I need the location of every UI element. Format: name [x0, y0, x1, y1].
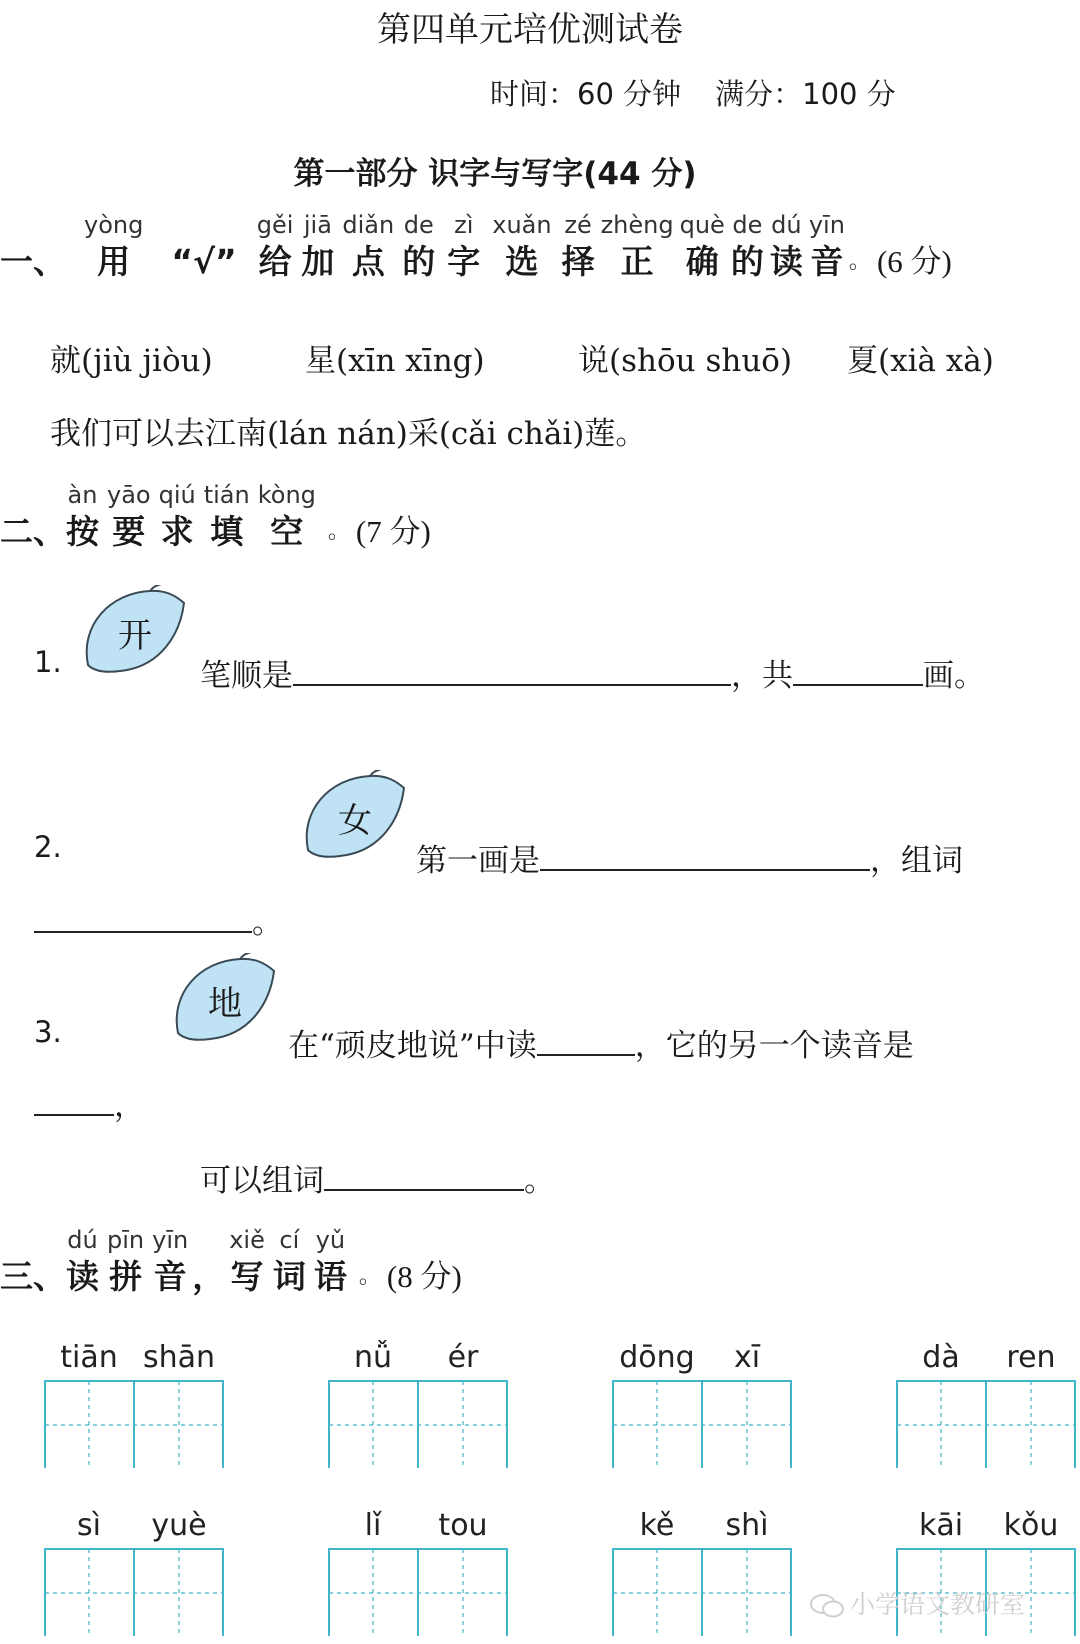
- q3-word: cí 词: [272, 1226, 306, 1296]
- item1-text-a: 笔顺是: [200, 658, 293, 694]
- q1-heading: [0, 210, 952, 284]
- answer-blank[interactable]: [793, 654, 923, 686]
- q3-word: pīn 拼: [107, 1226, 145, 1296]
- grid-pinyin: kǒu: [1003, 1508, 1059, 1543]
- word-grid: [328, 1508, 508, 1636]
- answer-blank[interactable]: [540, 839, 870, 871]
- word-grid: [612, 1340, 792, 1468]
- q1-word: què 确: [679, 211, 725, 281]
- word-grid: [44, 1508, 224, 1636]
- q3-period: 。: [358, 1264, 381, 1289]
- q2-heading: [0, 480, 431, 554]
- item2-line2: [34, 897, 283, 942]
- answer-blank[interactable]: [293, 654, 731, 686]
- q1-word: xuǎn 选: [492, 211, 552, 281]
- answer-blank[interactable]: [537, 1024, 635, 1056]
- q1-word: diǎn 点: [342, 211, 395, 281]
- time-limit: 时间：60 分钟: [490, 77, 682, 111]
- item-number: 3.: [34, 1015, 62, 1049]
- q2-word: qiú 求: [158, 481, 196, 551]
- item1-text-c: 画。: [923, 658, 985, 694]
- word-grid: [896, 1340, 1076, 1468]
- item2-text-b: ，组词: [870, 843, 963, 879]
- q1-score: (6 分): [876, 244, 952, 279]
- q2-period: 。: [327, 519, 350, 544]
- grid-pinyin: xī: [733, 1340, 761, 1375]
- grid-pinyin: shān: [142, 1340, 216, 1375]
- item3-text-c: ，: [114, 1088, 145, 1124]
- q3-number: 三、: [0, 1257, 66, 1296]
- item2-text-a: 第一画是: [416, 843, 540, 879]
- item3-line2: [34, 1080, 145, 1125]
- q1-period: 。: [848, 249, 871, 274]
- q1-word: de 的: [402, 211, 436, 281]
- q2-word: àn 按: [66, 481, 99, 551]
- q3-word: yīn 音: [152, 1226, 189, 1296]
- q1-word: zhèng 正: [600, 211, 674, 281]
- q3-word: yǔ 语: [313, 1226, 347, 1296]
- grid-pinyin: tiān: [60, 1340, 118, 1375]
- answer-blank[interactable]: [34, 901, 252, 933]
- q1-word: zé 择: [561, 211, 595, 281]
- item3-text-b: ，它的另一个读音是: [634, 1028, 914, 1064]
- writing-box[interactable]: [896, 1380, 1076, 1468]
- q1-word: dú 读: [769, 211, 803, 281]
- grid-pinyin: sì: [77, 1508, 101, 1543]
- answer-blank[interactable]: [34, 1084, 114, 1116]
- grid-pinyin: kāi: [918, 1508, 964, 1543]
- grid-pinyin: dōng: [619, 1340, 695, 1375]
- q1-word: jiā 加: [301, 211, 335, 281]
- q1-option: 就(jiù jiòu): [50, 343, 213, 379]
- q2-score: (7 分): [355, 514, 431, 549]
- word-grid: [44, 1340, 224, 1468]
- item1-line: [200, 650, 985, 695]
- q2-number: 二、: [0, 512, 66, 551]
- q3-heading: [0, 1225, 462, 1299]
- item3-text-e: 。: [524, 1163, 555, 1199]
- item3-text-d: 可以组词: [200, 1163, 324, 1199]
- q3-word: dú 读: [66, 1226, 99, 1296]
- grid-pinyin: ren: [1006, 1340, 1056, 1375]
- grid-pinyin: tou: [438, 1508, 488, 1543]
- leaf-character: 女: [338, 801, 372, 841]
- q1-word: gěi 给: [256, 211, 294, 281]
- answer-blank[interactable]: [324, 1159, 524, 1191]
- grid-pinyin: ér: [447, 1340, 479, 1375]
- writing-box[interactable]: [44, 1380, 224, 1468]
- item-number: 2.: [34, 830, 62, 864]
- item-number: 1.: [34, 645, 62, 679]
- writing-box[interactable]: [612, 1380, 792, 1468]
- wechat-icon: [810, 1593, 844, 1619]
- q1-word: de 的: [730, 211, 764, 281]
- q1-number: 一、: [0, 242, 66, 281]
- q3-word: ，: [192, 1257, 226, 1296]
- q1-word: zì 字: [447, 211, 481, 281]
- q2-word: tián 填: [203, 481, 250, 551]
- word-grid: [612, 1508, 792, 1636]
- q2-word: yāo 要: [107, 481, 151, 551]
- item2-line: [416, 835, 963, 880]
- q1-word: yòng 用: [84, 211, 144, 281]
- q3-score: (8 分): [386, 1259, 462, 1294]
- item2-text-c: 。: [252, 905, 283, 941]
- grid-pinyin: dà: [922, 1340, 960, 1375]
- grid-pinyin: nǚ: [353, 1340, 393, 1375]
- item3-line3: [200, 1155, 555, 1200]
- q1-option: 星(xīn xīng): [305, 343, 485, 379]
- grid-pinyin: shì: [725, 1508, 769, 1543]
- q2-word: kòng 空: [257, 481, 316, 551]
- writing-box[interactable]: [328, 1548, 508, 1636]
- grid-pinyin: kě: [639, 1508, 675, 1543]
- part-heading: 第一部分 识字与写字(44 分): [293, 156, 697, 192]
- q3-word: xiě 写: [229, 1226, 265, 1296]
- word-grid: [328, 1340, 508, 1468]
- leaf-character: 地: [208, 984, 242, 1024]
- q1-sentence: 我们可以去江南(lán nán)采(cǎi chǎi)莲。: [50, 416, 647, 452]
- q1-checkmark: “√”: [171, 242, 237, 281]
- watermark: 小学语文教研室: [810, 1585, 1025, 1621]
- q1-word: yīn 音: [808, 211, 845, 281]
- writing-box[interactable]: [328, 1380, 508, 1468]
- full-score: 满分：100 分: [715, 77, 896, 111]
- q1-option: 夏(xià xà): [847, 343, 994, 379]
- page-title: 第四单元培优测试卷: [377, 10, 683, 50]
- item3-line: [288, 1020, 914, 1065]
- grid-pinyin: lǐ: [364, 1508, 382, 1543]
- writing-box[interactable]: [612, 1548, 792, 1636]
- exam-meta: [490, 72, 930, 113]
- item3-text-a: 在“顽皮地说”中读: [288, 1028, 537, 1064]
- leaf-character: 开: [118, 616, 152, 656]
- writing-box[interactable]: [44, 1548, 224, 1636]
- q1-option: 说(shōu shuō): [578, 343, 793, 379]
- grid-pinyin: yuè: [151, 1508, 207, 1543]
- item1-text-b: ，共: [731, 658, 793, 694]
